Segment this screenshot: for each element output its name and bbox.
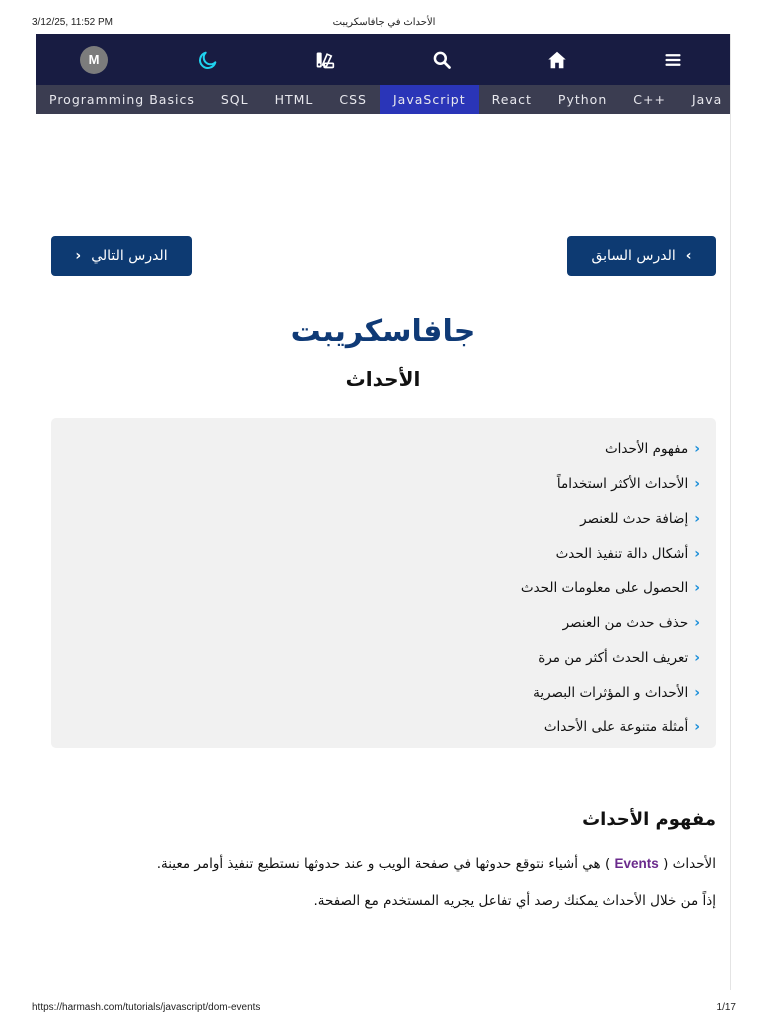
chevron-left-icon: ‹ [694, 476, 700, 493]
course-title: جافاسكريبت [290, 314, 476, 349]
chevron-left-icon: ‹ [694, 545, 700, 562]
paragraph-text: الأحداث ( [663, 856, 716, 872]
toc-item[interactable] [521, 675, 700, 710]
toc-item-label[interactable]: إضافة حدث للعنصر [580, 510, 689, 527]
toc-item[interactable] [521, 467, 700, 502]
toc-item-label[interactable]: تعريف الحدث أكثر من مرة [538, 649, 689, 666]
chevron-left-icon: ‹ [694, 615, 700, 632]
tab-cpp[interactable]: C++ [633, 92, 666, 107]
print-header [0, 0, 768, 34]
avatar: M [80, 46, 108, 74]
palette-icon [315, 50, 335, 70]
paragraph-text: ) هي أشياء نتوقع حدوثها في صفحة الويب و عند حدوثها نستطيع تنفيذ أوامر معينة. [156, 856, 611, 872]
tab-java[interactable]: Java [691, 92, 723, 107]
page-number: 1/17 [716, 1002, 736, 1013]
toc-item[interactable] [521, 432, 700, 467]
page-title: الأحداث [345, 367, 421, 391]
toc-item-label[interactable]: الحصول على معلومات الحدث [520, 580, 689, 597]
home-button[interactable] [527, 34, 587, 85]
toc-item-label[interactable]: الأحداث و المؤثرات البصرية [533, 684, 689, 701]
language-tabs [36, 85, 730, 114]
print-page-title: الأحداث في جافاسكريبت [332, 17, 436, 28]
chevron-left-icon: ‹ [75, 248, 82, 264]
print-footer [0, 996, 768, 1024]
toc-item-label[interactable]: أمثلة متنوعة على الأحداث [543, 719, 689, 736]
next-lesson-label: الدرس التالي [91, 248, 168, 264]
chevron-left-icon: ‹ [694, 649, 700, 666]
paragraph: إذاً من خلال الأحداث يمكنك رصد أي تفاعل يجريه المستخدم مع الصفحة. [313, 893, 716, 909]
print-url: https://harmash.com/tutorials/javascript/dom-events [32, 1002, 261, 1013]
previous-lesson-label: الدرس السابق [591, 248, 676, 264]
moon-icon [197, 49, 219, 71]
toc-item-label[interactable]: حذف حدث من العنصر [562, 615, 689, 632]
dark-mode-toggle[interactable] [178, 34, 238, 85]
theme-button[interactable] [295, 34, 355, 85]
toc-item[interactable] [521, 641, 700, 676]
paragraph [157, 856, 716, 872]
tab-html[interactable]: HTML [274, 92, 314, 107]
toc-item[interactable] [521, 710, 700, 745]
toc-item-label[interactable]: مفهوم الأحداث [604, 441, 689, 458]
menu-icon [663, 50, 683, 70]
tab-react[interactable]: React [491, 92, 532, 107]
tab-python[interactable]: Python [557, 92, 608, 107]
print-datetime: 3/12/25, 11:52 PM [32, 17, 113, 28]
chevron-left-icon: ‹ [694, 580, 700, 597]
toc-item-label[interactable]: أشكال دالة تنفيذ الحدث [555, 545, 689, 562]
tab-programming-basics[interactable]: Programming Basics [49, 92, 195, 107]
toc-item-label[interactable]: الأحداث الأكثر استخداماً [556, 476, 689, 493]
page-frame [36, 34, 731, 990]
search-button[interactable] [412, 34, 472, 85]
top-navbar [36, 34, 730, 85]
tab-sql[interactable]: SQL [220, 92, 249, 107]
menu-button[interactable] [643, 34, 703, 85]
previous-lesson-button[interactable] [567, 236, 716, 276]
home-icon [546, 49, 568, 71]
toc-item[interactable] [521, 606, 700, 641]
toc-item[interactable] [521, 536, 700, 571]
tab-css[interactable]: CSS [339, 92, 367, 107]
chevron-right-icon: › [685, 248, 692, 264]
search-icon [432, 50, 452, 70]
toc-item[interactable] [521, 502, 700, 537]
chevron-left-icon: ‹ [694, 510, 700, 527]
toc-item[interactable] [521, 571, 700, 606]
section-title: مفهوم الأحداث [582, 809, 716, 830]
next-lesson-button[interactable] [51, 236, 192, 276]
table-of-contents [51, 418, 716, 748]
avatar-button[interactable] [64, 34, 124, 85]
keyword-events: Events [614, 856, 659, 871]
tab-javascript[interactable]: JavaScript [380, 85, 479, 114]
chevron-left-icon: ‹ [694, 441, 700, 458]
chevron-left-icon: ‹ [694, 684, 700, 701]
chevron-left-icon: ‹ [694, 719, 700, 736]
